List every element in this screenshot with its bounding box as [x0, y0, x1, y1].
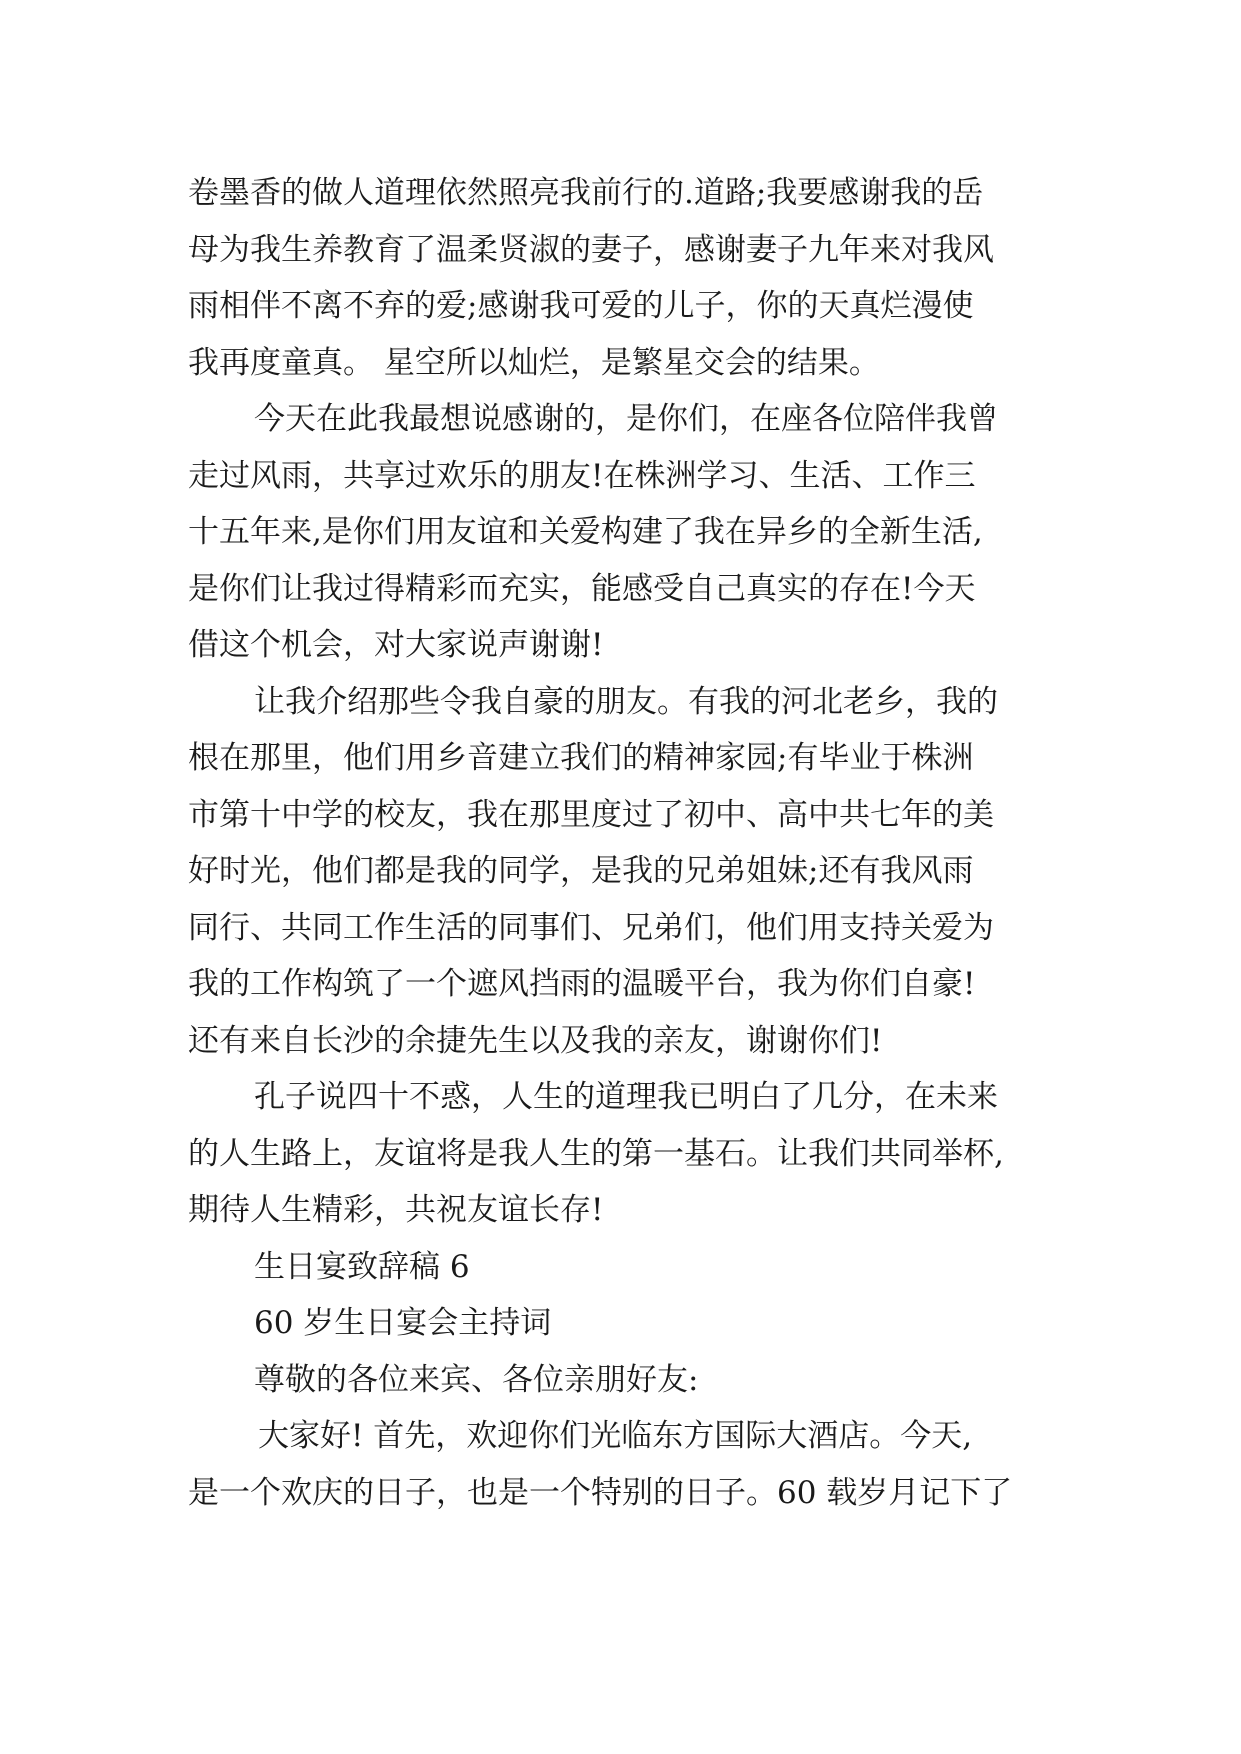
text-line: 市第十中学的校友，我在那里度过了初中、高中共七年的美 [188, 796, 994, 833]
text-line: 雨相伴不离不弃的爱;感谢我可爱的儿子，你的天真烂漫使 [188, 288, 974, 324]
paragraph-start-line: 今天在此我最想说感谢的，是你们，在座各位陪伴我曾 [254, 401, 998, 437]
paragraph-start-line: 孔子说四十不惑，人生的道理我已明白了几分，在未来 [254, 1079, 998, 1115]
text-line: 借这个机会，对大家说声谢谢! [188, 627, 604, 663]
text-line: 是你们让我过得精彩而充实，能感受自己真实的存在!今天 [188, 570, 976, 607]
text-line: 期待人生精彩，共祝友谊长存! [188, 1192, 604, 1228]
text-line: 根在那里，他们用乡音建立我们的精神家园;有毕业于株洲 [188, 740, 974, 776]
paragraph-start-line: 让我介绍那些令我自豪的朋友。有我的河北老乡，我的 [254, 683, 998, 720]
text-line: 走过风雨，共享过欢乐的朋友!在株洲学习、生活、工作三 [188, 457, 976, 494]
text-line: 我的工作构筑了一个遮风挡雨的温暖平台，我为你们自豪! [188, 966, 976, 1002]
salutation-line: 尊敬的各位来宾、各位亲朋好友: [254, 1361, 699, 1398]
text-line: 同行、共同工作生活的同事们、兄弟们，他们用支持关爱为 [188, 909, 994, 946]
text-line: 好时光，他们都是我的同学，是我的兄弟姐妹;还有我风雨 [188, 853, 974, 889]
text-line: 是一个欢庆的日子，也是一个特别的日子。60 载岁月记下了 [188, 1474, 1013, 1511]
section-subheading: 60 岁生日宴会主持词 [254, 1305, 552, 1341]
text-line: 的人生路上，友谊将是我人生的第一基石。让我们共同举杯, [188, 1135, 1004, 1172]
document-body [188, 165, 1050, 1521]
text-line: 还有来自长沙的余捷先生以及我的亲友，谢谢你们! [188, 1022, 883, 1059]
text-line: 母为我生养教育了温柔贤淑的妻子，感谢妻子九年来对我风 [188, 231, 994, 268]
text-line: 我再度童真。 星空所以灿烂，是繁星交会的结果。 [188, 344, 880, 381]
text-line: 十五年来,是你们用友谊和关爱构建了我在异乡的全新生活, [188, 514, 983, 550]
section-heading: 生日宴致辞稿 6 [254, 1248, 470, 1285]
paragraph-start-line: 大家好! 首先，欢迎你们光临东方国际大酒店。今天, [258, 1418, 973, 1454]
text-line: 卷墨香的做人道理依然照亮我前行的.道路;我要感谢我的岳 [188, 175, 984, 211]
